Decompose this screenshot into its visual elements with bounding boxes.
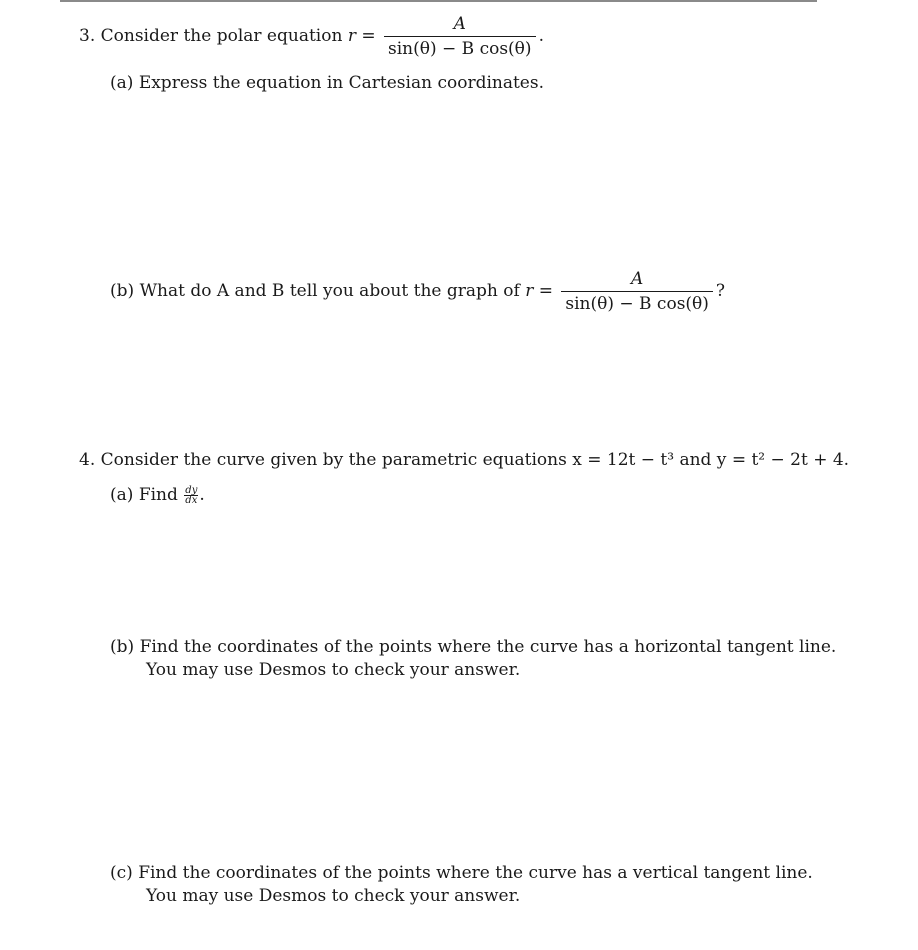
problem-3b-label: (b) (110, 281, 135, 301)
problem-4a-text-end: . (199, 485, 205, 505)
problem-4a (110, 484, 205, 506)
problem-3-denominator: sin(θ) − B cos(θ) (388, 39, 532, 59)
problem-3-intro-end: . (538, 26, 544, 46)
problem-4c (110, 862, 813, 884)
problem-3a-text: Express the equation in Cartesian coordinates. (138, 73, 544, 93)
top-rule (60, 0, 817, 2)
problem-4b-line2-row (146, 659, 520, 681)
problem-3b-text-end: ? (715, 281, 726, 301)
problem-3b-denominator: sin(θ) − B cos(θ) (565, 294, 709, 314)
problem-3b-equation-lhs: r = (525, 281, 553, 301)
problem-3b-fraction (561, 270, 713, 313)
problem-4-number: 4. (79, 450, 96, 470)
problem-3a-label: (a) (110, 73, 134, 93)
problem-3-intro: Consider the polar equation (100, 26, 343, 46)
problem-3b-numerator: A (561, 270, 713, 292)
problem-4b-line1: Find the coordinates of the points where the curve has a horizontal tangent line. (139, 637, 837, 657)
problem-3-fraction (384, 15, 536, 58)
problem-3-number: 3. (79, 26, 96, 46)
problem-4-statement (79, 449, 849, 471)
problem-3b-text: What do A and B tell you about the graph of (139, 281, 520, 301)
problem-4a-text: Find (138, 485, 178, 505)
problem-4b-line2: You may use Desmos to check your answer. (146, 660, 521, 680)
problem-4a-derivative-numerator: dy (185, 485, 198, 496)
problem-3b (110, 270, 725, 313)
problem-4a-label: (a) (110, 485, 134, 505)
problem-3-numerator: A (384, 15, 536, 37)
problem-4b (110, 636, 836, 658)
problem-4c-line1: Find the coordinates of the points where the curve has a vertical tangent line. (138, 863, 813, 883)
problem-3-equation-lhs: r = (347, 26, 376, 46)
problem-4a-derivative (184, 486, 198, 505)
problem-3-statement (79, 15, 544, 58)
problem-4c-line2-row (146, 885, 520, 907)
problem-4-intro: Consider the curve given by the parametric equations x = 12t − t³ and y = t² − 2t + 4. (100, 450, 850, 470)
problem-4c-label: (c) (110, 863, 133, 883)
problem-3a (110, 72, 544, 94)
problem-4c-line2: You may use Desmos to check your answer. (146, 886, 521, 906)
problem-4a-derivative-denominator: dx (185, 495, 198, 506)
problem-4b-label: (b) (110, 637, 135, 657)
